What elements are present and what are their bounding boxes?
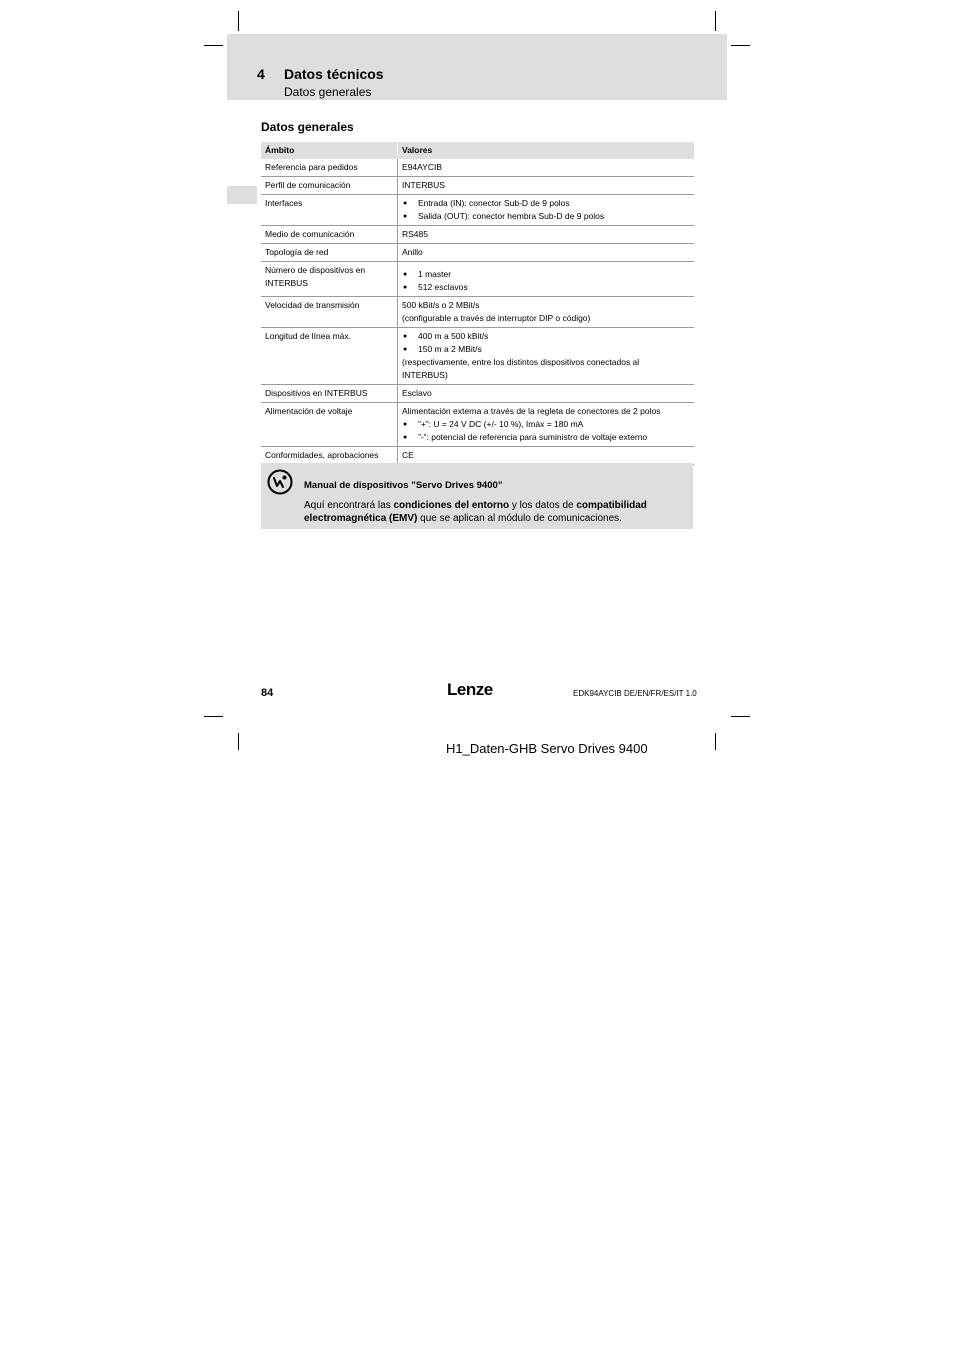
section-title: Datos generales (261, 120, 354, 134)
chapter-number: 4 (257, 66, 265, 82)
table-row (261, 262, 694, 297)
row-key-line: INTERBUS (265, 278, 308, 288)
crop-mark (715, 11, 716, 31)
crop-mark (238, 11, 239, 31)
table-row (261, 244, 694, 262)
row-key: Topología de red (261, 244, 398, 262)
bullet-item: ● 400 m a 500 kBit/s (402, 330, 690, 343)
row-value (398, 297, 695, 328)
row-value: INTERBUS (398, 177, 695, 195)
value-line: (respectivamente, entre los distintos dispositivos conectados al (402, 357, 640, 367)
crop-mark (204, 716, 223, 717)
crop-mark (715, 733, 716, 750)
table-row (261, 177, 694, 195)
row-key: Referencia para pedidos (261, 159, 398, 177)
value-line: Alimentación externa a través de la regleta de conectores de 2 polos (402, 406, 661, 416)
note-body (304, 499, 684, 525)
note-text: Aquí encontrará las (304, 500, 394, 511)
bullet-item: ● 150 m a 2 MBit/s (402, 343, 690, 356)
table-row (261, 385, 694, 403)
table-row (261, 328, 694, 385)
bullet-item: ● 512 esclavos (402, 281, 690, 294)
crop-mark (731, 45, 750, 46)
bullet-item: ● Salida (OUT): conector hembra Sub-D de 9 polos (402, 210, 690, 223)
row-key: Interfaces (261, 195, 398, 226)
row-value: Anillo (398, 244, 695, 262)
note-text: y los datos de (509, 500, 577, 511)
row-value (398, 195, 695, 226)
table-row (261, 297, 694, 328)
reference-note (261, 463, 693, 529)
print-note: H1_Daten-GHB Servo Drives 9400 (446, 741, 648, 756)
value-line: (configurable a través de interruptor DIP o código) (402, 313, 591, 323)
row-key: Longitud de línea máx. (261, 328, 398, 385)
language-tab-marker (227, 186, 257, 204)
column-header: Ámbito (261, 142, 398, 159)
note-text: que se aplican al módulo de comunicaciones. (417, 513, 622, 524)
value-line: 500 kBit/s o 2 MBit/s (402, 300, 480, 310)
row-value (398, 403, 695, 447)
row-key: Dispositivos en INTERBUS (261, 385, 398, 403)
crop-mark (238, 733, 239, 750)
row-value (398, 262, 695, 297)
bullet-item: ● ”+”: U = 24 V DC (+/- 10 %), Imáx = 180 mA (402, 418, 690, 431)
note-emphasis: electromagnética (EMV) (304, 513, 418, 524)
spec-table (261, 142, 694, 465)
table-header-row (261, 142, 694, 159)
row-key: Perfil de comunicación (261, 177, 398, 195)
row-key: Medio de comunicación (261, 226, 398, 244)
crop-mark (731, 716, 750, 717)
row-value: CE (398, 447, 695, 465)
row-value (398, 328, 695, 385)
note-emphasis: condiciones del entorno (393, 500, 510, 511)
chapter-title: Datos técnicos (284, 66, 384, 82)
value-line: INTERBUS) (402, 370, 448, 380)
table-row (261, 447, 694, 465)
row-value: RS485 (398, 226, 695, 244)
row-value: Esclavo (398, 385, 695, 403)
crop-mark (204, 45, 223, 46)
note-title: Manual de dispositivos ”Servo Drives 9400” (304, 480, 503, 491)
bullet-item: ● 1 master (402, 268, 690, 281)
row-key: Velocidad de transmisión (261, 297, 398, 328)
table-row (261, 226, 694, 244)
row-key (261, 262, 398, 297)
note-emphasis: compatibilidad (576, 500, 647, 511)
column-header: Valores (398, 142, 695, 159)
row-key: Conformidades, aprobaciones (261, 447, 398, 465)
bullet-item: ● Entrada (IN): conector Sub-D de 9 polos (402, 197, 690, 210)
table-row (261, 195, 694, 226)
page-number: 84 (261, 687, 274, 699)
row-value: E94AYCIB (398, 159, 695, 177)
row-key-line: Número de dispositivos en (265, 265, 366, 275)
chapter-subtitle: Datos generales (284, 85, 372, 99)
row-key: Alimentación de voltaje (261, 403, 398, 447)
manual-reference-icon (267, 469, 293, 495)
bullet-item: ● ”-”: potencial de referencia para suministro de voltaje externo (402, 431, 690, 444)
table-row (261, 159, 694, 177)
brand-logo: Lenze (447, 680, 493, 699)
table-row (261, 403, 694, 447)
document-reference: EDK94AYCIB DE/EN/FR/ES/IT 1.0 (573, 689, 697, 698)
